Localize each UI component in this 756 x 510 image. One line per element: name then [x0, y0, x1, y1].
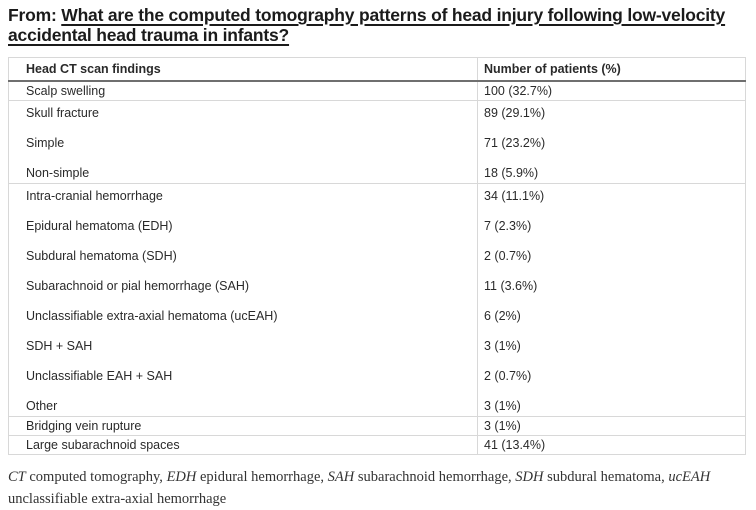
table-row — [9, 304, 746, 334]
table-row — [9, 364, 746, 394]
footnote-text: computed tomography, — [25, 469, 167, 485]
row-label: Skull fracture — [9, 101, 478, 132]
table-row — [9, 274, 746, 304]
abbr-sah: SAH — [327, 469, 355, 485]
footnote-text: epidural hemorrhage, — [196, 469, 328, 485]
footnote-text: subdural hematoma, — [543, 469, 669, 485]
abbr-uceah: ucEAH — [668, 469, 711, 485]
row-label: Epidural hematoma (EDH) — [9, 214, 478, 244]
table-row — [9, 436, 746, 455]
table-row — [9, 81, 746, 101]
table-row — [9, 334, 746, 364]
row-value: 89 (29.1%) — [478, 101, 746, 132]
abbr-sdh: SDH — [515, 469, 544, 485]
table-row — [9, 101, 746, 132]
row-label: Unclassifiable extra-axial hematoma (ucEAH) — [9, 304, 478, 334]
row-label: Subdural hematoma (SDH) — [9, 244, 478, 274]
table-row — [9, 394, 746, 417]
row-label: Unclassifiable EAH + SAH — [9, 364, 478, 394]
col-header-patients: Number of patients (%) — [478, 58, 746, 82]
abbr-ct: CT — [8, 469, 26, 485]
table-row — [9, 417, 746, 436]
row-label: Simple — [9, 131, 478, 161]
page-title — [8, 5, 748, 45]
row-value: 18 (5.9%) — [478, 161, 746, 184]
row-label: Other — [9, 394, 478, 417]
row-label: Non-simple — [9, 161, 478, 184]
row-label: SDH + SAH — [9, 334, 478, 364]
row-label: Intra-cranial hemorrhage — [9, 184, 478, 215]
title-prefix: From: — [8, 5, 62, 25]
table-footnote — [8, 467, 748, 510]
row-value: 3 (1%) — [478, 394, 746, 417]
table-row — [9, 244, 746, 274]
article-title-link[interactable]: What are the computed tomography patterns of head injury following low-velocity accidental head trauma in infants? — [8, 5, 726, 45]
col-header-findings: Head CT scan findings — [9, 58, 478, 82]
footnote-text: subarachnoid hemorrhage, — [354, 469, 516, 485]
footnote-text: unclassifiable extra-axial hemorrhage — [8, 490, 227, 507]
row-value: 2 (0.7%) — [478, 364, 746, 394]
row-value: 11 (3.6%) — [478, 274, 746, 304]
row-label: Scalp swelling — [9, 81, 478, 101]
row-value: 71 (23.2%) — [478, 131, 746, 161]
row-value: 41 (13.4%) — [478, 436, 746, 455]
findings-table — [8, 57, 746, 455]
row-value: 7 (2.3%) — [478, 214, 746, 244]
table-row — [9, 131, 746, 161]
row-value: 2 (0.7%) — [478, 244, 746, 274]
row-label: Subarachnoid or pial hemorrhage (SAH) — [9, 274, 478, 304]
row-value: 100 (32.7%) — [478, 81, 746, 101]
row-label: Large subarachnoid spaces — [9, 436, 478, 455]
row-value: 3 (1%) — [478, 334, 746, 364]
abbr-edh: EDH — [166, 469, 197, 485]
row-value: 6 (2%) — [478, 304, 746, 334]
row-value: 3 (1%) — [478, 417, 746, 436]
row-label: Bridging vein rupture — [9, 417, 478, 436]
row-value: 34 (11.1%) — [478, 184, 746, 215]
table-row — [9, 184, 746, 215]
table-row — [9, 214, 746, 244]
table-row — [9, 161, 746, 184]
table-header-row — [9, 58, 746, 82]
